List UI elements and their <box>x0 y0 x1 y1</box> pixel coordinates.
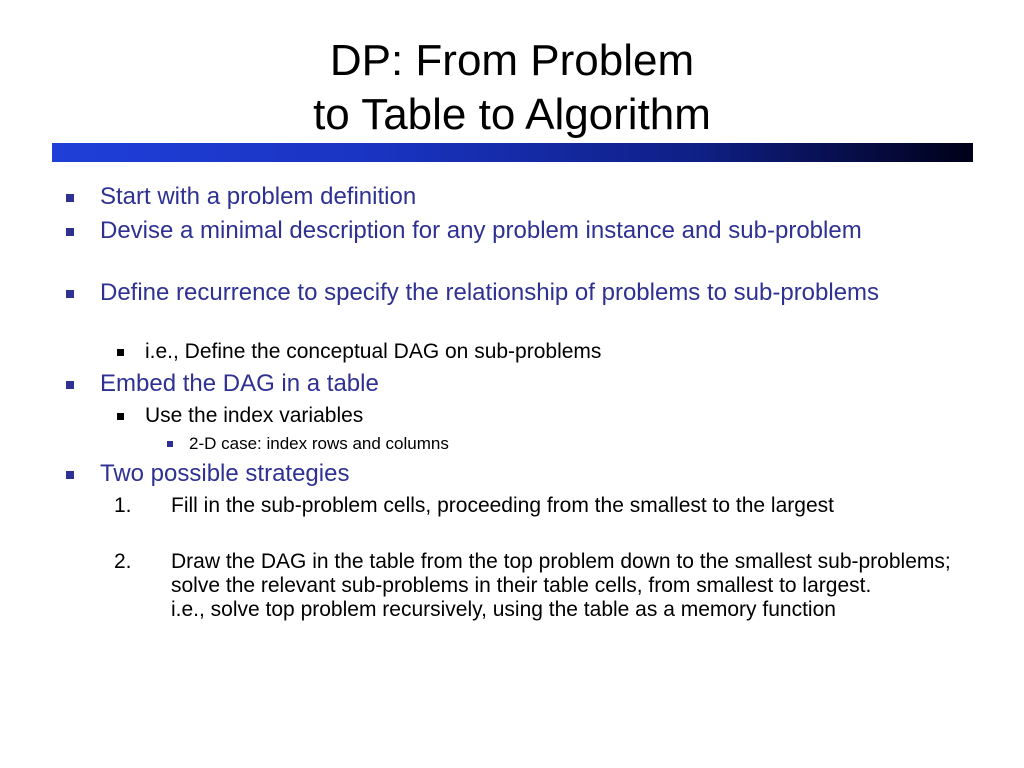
square-bullet-icon <box>66 228 74 236</box>
bullet-text: Define recurrence to specify the relationship of problems to sub-problems <box>100 279 880 306</box>
list-number: 2. <box>114 550 132 573</box>
slide-title-line-2: to Table to Algorithm <box>313 90 711 139</box>
square-bullet-icon <box>66 194 74 202</box>
slide-title <box>0 34 1024 142</box>
square-bullet-icon <box>66 471 74 479</box>
bullet-text: Start with a problem definition <box>100 183 417 210</box>
square-bullet-icon <box>167 441 173 447</box>
numbered-text: Draw the DAG in the table from the top problem down to the smallest sub-problems; solve the relevant sub-problems in their table cells, from smallest to largest. <box>171 550 951 597</box>
title-divider-bar <box>52 143 973 162</box>
numbered-text-block <box>171 550 961 622</box>
list-number: 1. <box>114 494 132 517</box>
bullet-text: Use the index variables <box>145 404 364 427</box>
square-bullet-icon <box>66 290 74 298</box>
bullet-text: Two possible strategies <box>100 460 350 487</box>
square-bullet-icon <box>117 413 124 420</box>
bullet-text: Embed the DAG in a table <box>100 370 379 397</box>
slide-title-line-1: DP: From Problem <box>329 36 695 85</box>
square-bullet-icon <box>117 349 124 356</box>
square-bullet-icon <box>66 381 74 389</box>
bullet-text: Devise a minimal description for any problem instance and sub-problem <box>100 217 862 244</box>
numbered-text-note: i.e., solve top problem recursively, using the table as a memory function <box>171 598 836 621</box>
bullet-text: i.e., Define the conceptual DAG on sub-problems <box>145 340 602 363</box>
bullet-text: 2-D case: index rows and columns <box>189 434 449 453</box>
numbered-text: Fill in the sub-problem cells, proceeding from the smallest to the largest <box>171 494 834 517</box>
